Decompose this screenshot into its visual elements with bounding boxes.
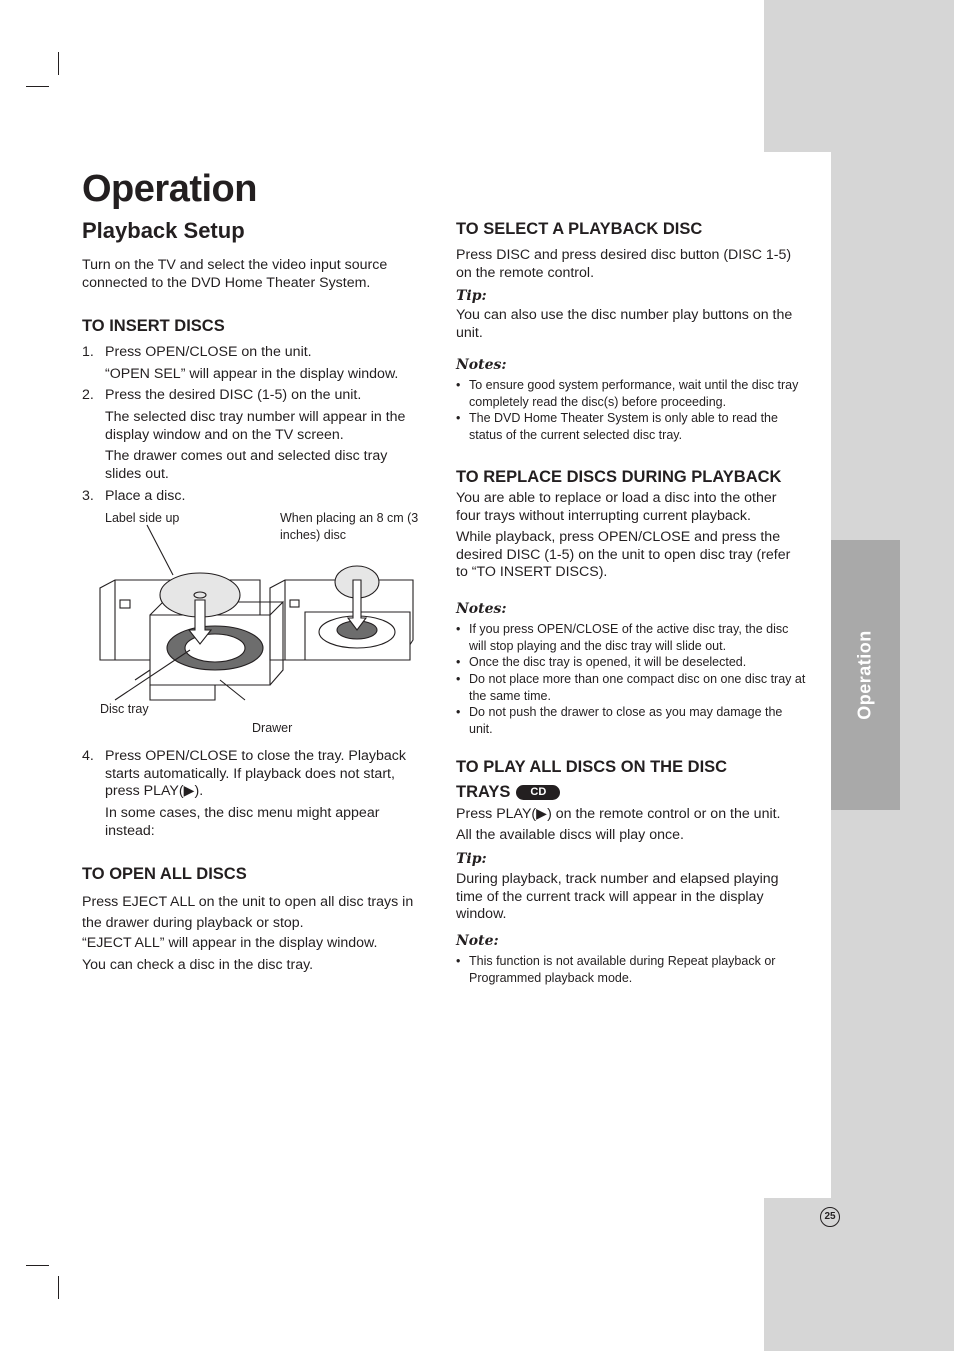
play-all-text-1: Press PLAY(▶) on the remote control or on the unit. [456,806,781,822]
notes-label: Notes: [456,357,507,373]
disc-insert-illustration [95,520,425,730]
cd-badge: CD [516,785,560,800]
step-2-sub-2: The drawer comes out and selected disc tray slides out. [105,448,388,482]
page-title: Operation [82,168,257,210]
step-2-text: Press the desired DISC (1-5) on the unit. [105,387,362,403]
section-title: Playback Setup [82,218,245,243]
open-all-text-2: “EJECT ALL” will appear in the display window. [82,935,378,951]
step-1-sub: “OPEN SEL” will appear in the display window. [105,366,399,382]
step-number: 1. [82,344,94,360]
step-3-text: Place a disc. [105,488,186,504]
note-item: • Do not place more than one compact disc on one disc tray at the same time. [456,672,806,703]
intro-text: Turn on the TV and select the video input source connected to the DVD Home Theater System. [82,257,388,291]
side-panel-bottom [764,1198,954,1351]
crop-mark [58,1276,59,1299]
note-label: Note: [456,933,499,949]
play-all-heading: TO PLAY ALL DISCS ON THE DISC [456,758,728,776]
select-disc-heading: TO SELECT A PLAYBACK DISC [456,220,703,238]
crop-mark [58,52,59,75]
figure-caption-8cm: When placing an 8 cm (3 inches) disc [280,511,419,542]
replace-discs-text-1: You are able to replace or load a disc into the other four trays without interrupting current playback. [456,490,777,524]
tip-text: You can also use the disc number play buttons on the unit. [456,307,793,341]
select-disc-text: Press DISC and press desired disc button (DISC 1-5) on the remote control. [456,247,792,281]
figure-caption-drawer: Drawer [252,721,293,735]
open-all-text-3: You can check a disc in the disc tray. [82,957,314,973]
note-item: • Once the disc tray is opened, it will be deselected. [456,655,747,669]
step-2-sub-1: The selected disc tray number will appear in the display window and on the TV screen. [105,409,406,443]
step-1-text: Press OPEN/CLOSE on the unit. [105,344,312,360]
open-all-heading: TO OPEN ALL DISCS [82,865,247,883]
note-item: • Do not push the drawer to close as you may damage the unit. [456,705,783,736]
figure-caption-label-side: Label side up [105,511,180,525]
step-number: 3. [82,488,94,504]
play-all-text-2: All the available discs will play once. [456,827,684,843]
note-item: • This function is not available during Repeat playback or Programmed playback mode. [456,954,776,985]
tip-label: Tip: [456,288,487,304]
tip-label: Tip: [456,851,487,867]
step-4-text: Press OPEN/CLOSE to close the tray. Playback starts automatically. If playback does not start, press PLAY(▶). [105,748,406,799]
note-item: • If you press OPEN/CLOSE of the active disc tray, the disc will stop playing and the disc tray will slide out. [456,622,789,653]
step-4-sub: In some cases, the disc menu might appear instead: [105,805,380,839]
replace-discs-text-2: While playback, press OPEN/CLOSE and press the desired DISC (1-5) on the unit to open disc tray (refer to “TO INSERT DISCS). [456,529,791,580]
note-item: • To ensure good system performance, wait until the disc tray completely read the disc(s) before proceeding. [456,378,799,409]
step-number: 4. [82,748,94,764]
tip-text: During playback, track number and elapsed playing time of the current track will appear in the display window. [456,871,779,922]
note-item: • The DVD Home Theater System is only able to read the status of the current selected disc tray. [456,411,778,442]
insert-discs-heading: TO INSERT DISCS [82,317,225,335]
step-number: 2. [82,387,94,403]
side-panel-top [764,0,954,152]
figure-caption-disc-tray: Disc tray [100,702,149,716]
crop-mark [26,1265,49,1266]
crop-mark [26,86,49,87]
open-all-text-1: Press EJECT ALL on the unit to open all disc trays in the drawer during playback or stop. [82,894,414,931]
notes-label: Notes: [456,601,507,617]
section-tab-label: Operation [854,630,875,720]
page-number: 25 [820,1207,840,1227]
replace-discs-heading: TO REPLACE DISCS DURING PLAYBACK [456,468,782,486]
play-all-heading-line-2: TRAYS CD [456,780,560,805]
